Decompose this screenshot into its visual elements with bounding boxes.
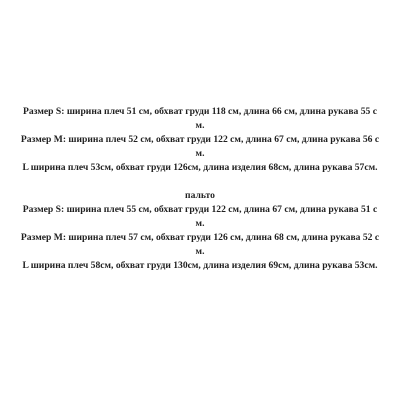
section-2-title: пальто bbox=[185, 190, 215, 201]
section-spacer bbox=[8, 175, 392, 189]
section-1-line-2: м. bbox=[195, 120, 205, 131]
section-1-line-1: Размер S: ширина плеч 51 см, обхват груди 118 см, длина 66 см, длина рукава 55 с bbox=[23, 106, 377, 117]
section-2-line-1: Размер S: ширина плеч 55 см, обхват груди 122 см, длина 67 см, длина рукава 51 с bbox=[22, 204, 378, 215]
section-2-line-5: L ширина плеч 58см, обхват груди 130см, длина изделия 69см, длина рукава 53см. bbox=[22, 260, 378, 271]
section-1-line-5: L ширина плеч 53см, обхват груди 126см, длина изделия 68см, длина рукава 57см. bbox=[22, 162, 378, 173]
section-2-line-3: Размер M: ширина плеч 57 см, обхват груди 126 см, длина 68 см, длина рукава 52 с bbox=[20, 232, 380, 243]
section-2-line-2: м. bbox=[195, 218, 205, 229]
section-1-line-3: Размер M: ширина плеч 52 см, обхват груди 122 см, длина 67 см, длина рукава 56 с bbox=[20, 134, 380, 145]
section-2-line-4: м. bbox=[195, 246, 205, 257]
size-chart-text bbox=[8, 105, 392, 273]
section-1-line-4: м. bbox=[195, 148, 205, 159]
